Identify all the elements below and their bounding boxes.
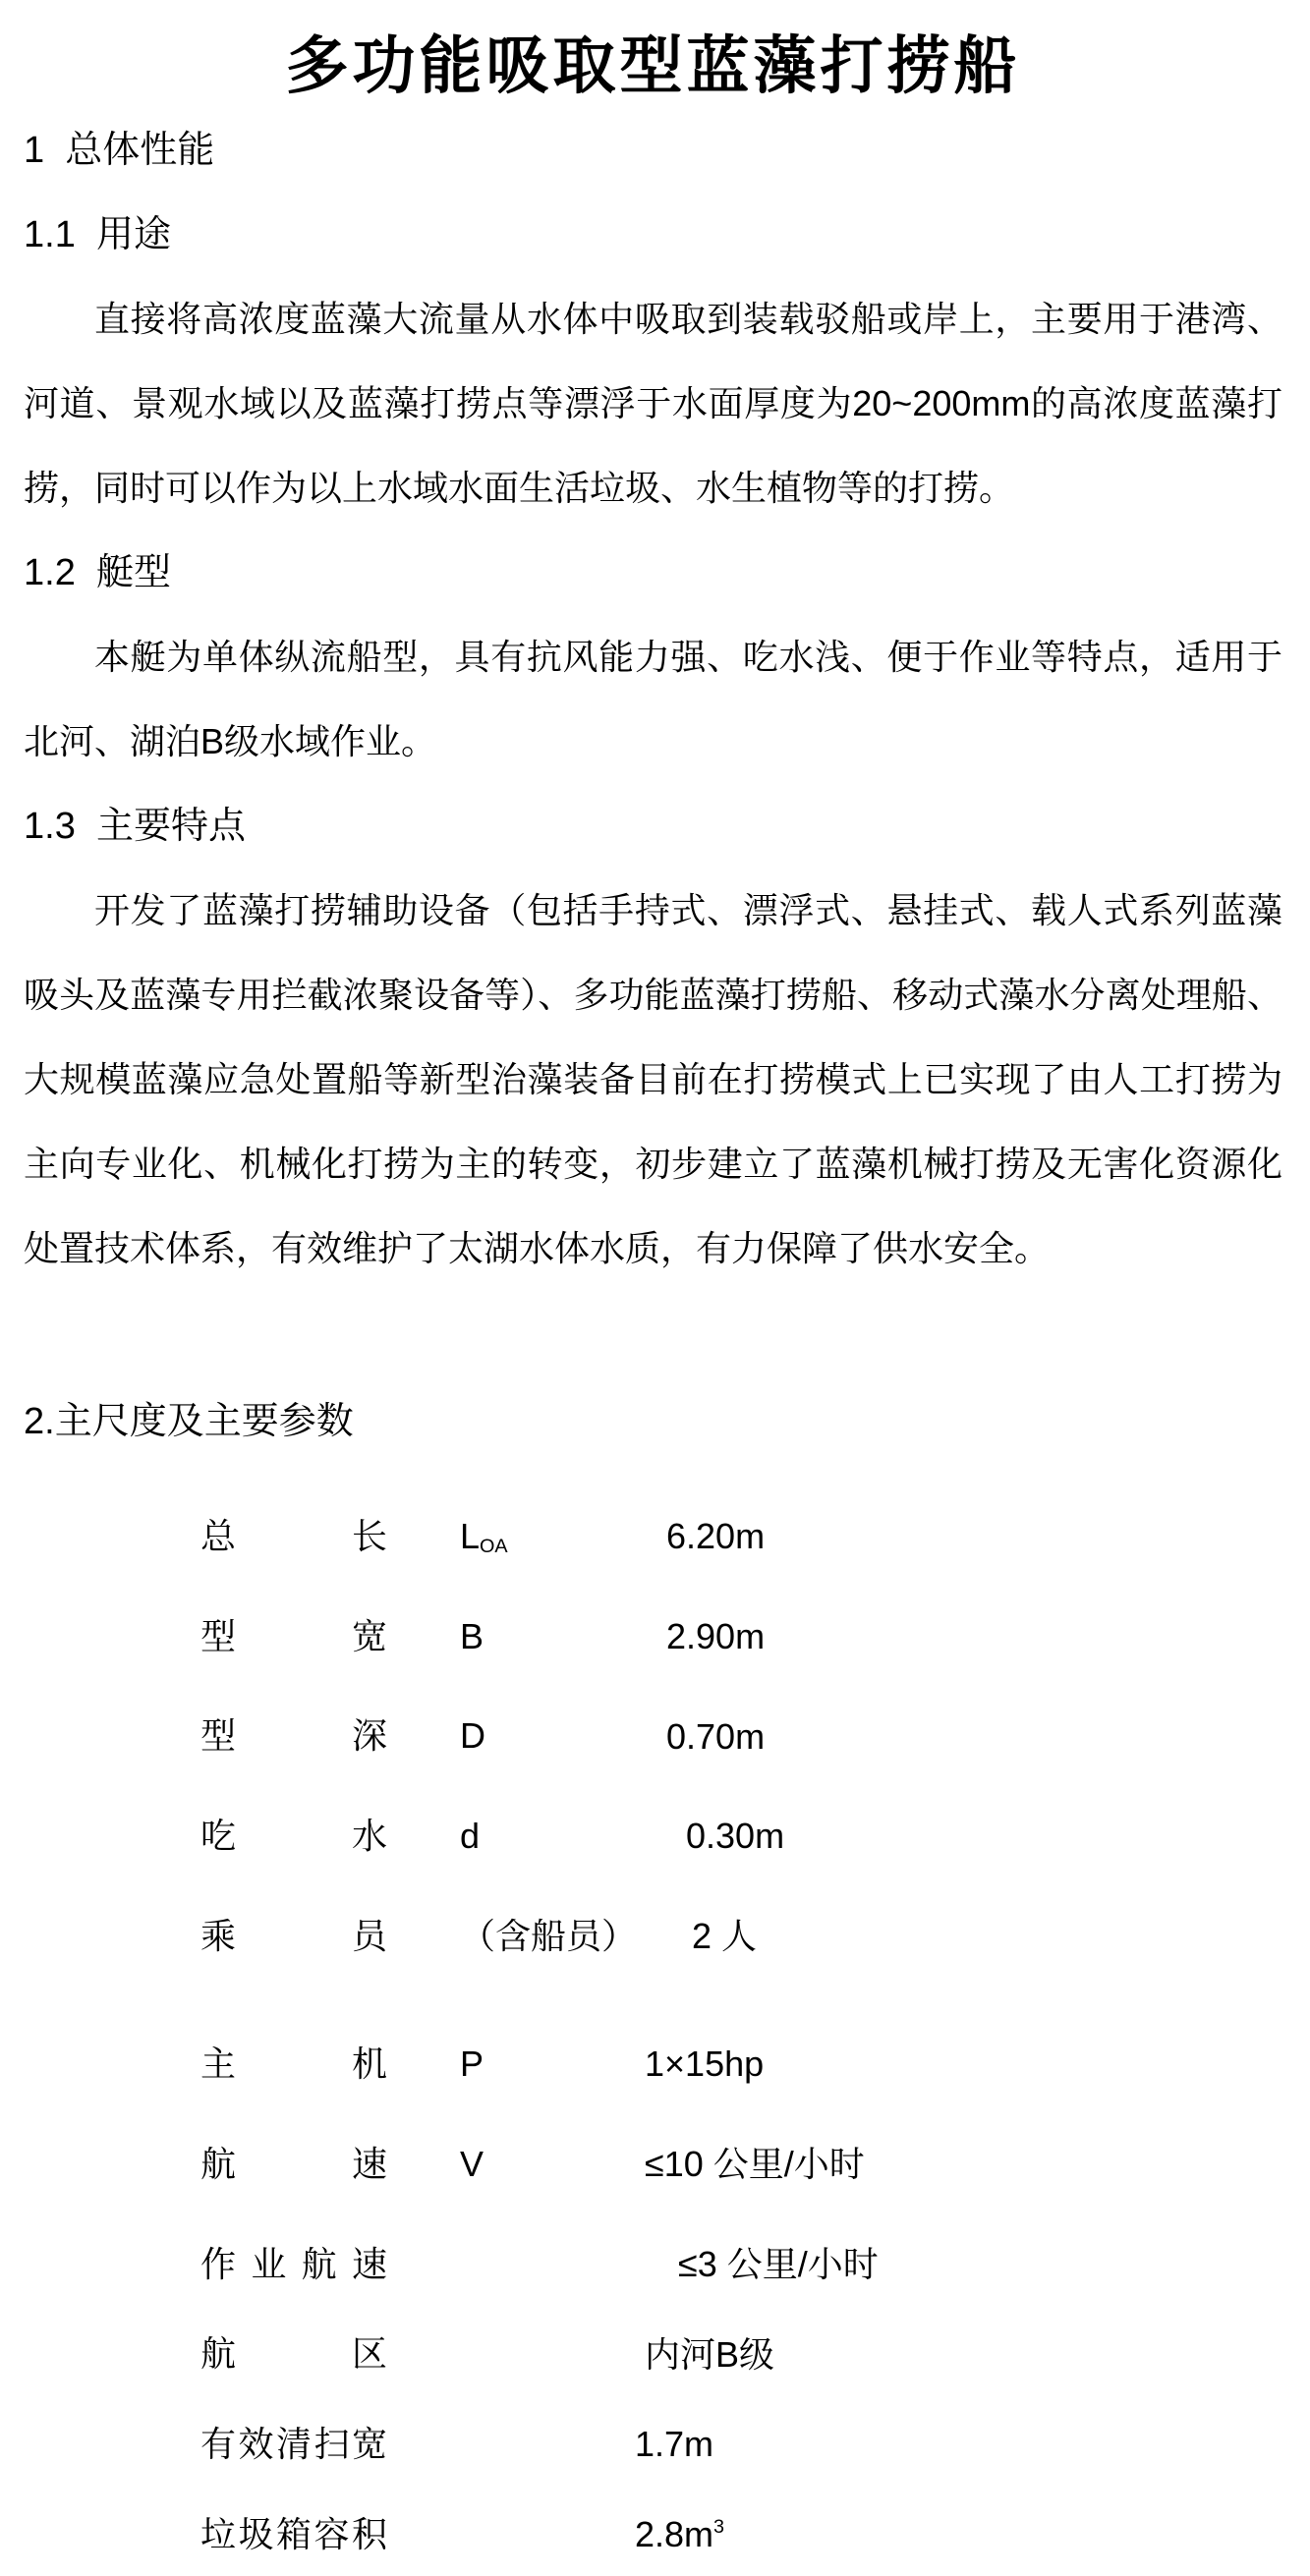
param-row-working-speed [24, 2215, 1282, 2306]
param-value-text: 1×15hp [645, 2043, 765, 2084]
param-value-superscript: 3 [713, 2516, 725, 2539]
param-value [686, 1787, 784, 1877]
param-value-text: 0.70m [666, 1715, 766, 1757]
section-1-heading: 1 总体性能 [24, 130, 215, 171]
section-1-1-heading: 1.1 用途 [24, 214, 171, 255]
param-value [678, 2215, 879, 2306]
section-1-2-paragraph: 本艇为单体纵流船型，具有抗风能力强、吃水浅、便于作业等特点，适用于北河、湖泊B级水域作业。 [24, 637, 1282, 761]
param-symbol [460, 2023, 643, 2115]
param-label: 有效清扫宽 [200, 2424, 387, 2465]
param-row-speed [24, 2115, 1282, 2215]
param-label: 乘员 [200, 1916, 387, 1957]
param-symbol [460, 1895, 643, 1988]
param-row-beam [24, 1588, 1282, 1688]
param-row-crew [24, 1887, 1282, 1988]
param-value [666, 1588, 765, 1678]
document-title: 多功能吸取型蓝藻打捞船 [285, 30, 1021, 101]
param-symbol-text: V [460, 2143, 484, 2184]
param-label: 型深 [200, 1715, 387, 1757]
param-symbol-text: d [460, 1816, 481, 1857]
param-value [645, 2115, 865, 2206]
param-label: 总长 [200, 1515, 387, 1556]
param-symbol [460, 1695, 643, 1787]
param-value [635, 2395, 713, 2486]
param-label: 吃水 [200, 1816, 387, 1857]
param-symbol [460, 1795, 643, 1887]
param-symbol-text: B [460, 1615, 484, 1656]
param-value-text: ≤10 公里/小时 [645, 2143, 865, 2184]
param-label: 航区 [200, 2333, 387, 2375]
param-label: 航速 [200, 2143, 387, 2184]
param-value [666, 1688, 765, 1778]
parameters-table [24, 1487, 1282, 2576]
param-row-main-engine [24, 2015, 1282, 2115]
param-label: 作业航速 [200, 2243, 387, 2284]
param-value [645, 2015, 764, 2105]
param-row-sweep-width [24, 2395, 1282, 2486]
section-1-3-heading: 1.3 主要特点 [24, 806, 246, 847]
param-symbol-text: D [460, 1715, 485, 1757]
param-symbol-subscript: OA [480, 1535, 508, 1557]
param-symbol [460, 1596, 643, 1688]
param-row-total-length [24, 1487, 1282, 1588]
param-symbol-text: （含船员） [460, 1916, 638, 1957]
param-value-text: 1.7m [635, 2424, 714, 2465]
param-row-draft [24, 1787, 1282, 1887]
param-value-text: 2.8m [635, 2514, 714, 2555]
param-value [635, 2486, 724, 2576]
section-2-heading: 2.主尺度及主要参数 [24, 1401, 354, 1442]
param-symbol-text: L [460, 1515, 481, 1556]
param-symbol-text: P [460, 2043, 484, 2084]
param-symbol [460, 2123, 643, 2215]
param-value-text: ≤3 公里/小时 [678, 2243, 879, 2284]
param-symbol [460, 1495, 643, 1588]
param-value [692, 1887, 757, 1978]
param-row-depth [24, 1688, 1282, 1788]
param-value-text: 6.20m [666, 1515, 766, 1556]
param-label: 垃圾箱容积 [200, 2514, 387, 2555]
param-row-navigation-zone [24, 2306, 1282, 2396]
param-value-text: 内河B级 [645, 2333, 775, 2375]
param-value-text: 2 人 [692, 1916, 758, 1957]
param-row-garbage-bin-volume [24, 2486, 1282, 2576]
param-value-text: 2.90m [666, 1615, 766, 1656]
param-value [666, 1487, 765, 1578]
section-1-2-heading: 1.2 艇型 [24, 552, 171, 593]
param-value [645, 2306, 774, 2396]
section-1-3-paragraph: 开发了蓝藻打捞辅助设备（包括手持式、漂浮式、悬挂式、载人式系列蓝藻吸头及蓝藻专用拦截浓聚设备等）、多功能蓝藻打捞船、移动式藻水分离处理船、大规模蓝藻应急处置船等新型治藻装备目前在打捞模式上已实现了由人工打捞为主向专业化、机械化打捞为主的转变，初步建立了蓝藻机械打捞及无害化资源化处置技术体系，有效维护了太湖水体水质，有力保障了供水安全。 [24, 890, 1282, 1268]
param-label: 型宽 [200, 1615, 387, 1656]
param-value-text: 0.30m [686, 1816, 785, 1857]
param-label: 主机 [200, 2043, 387, 2084]
section-1-1-paragraph: 直接将高浓度蓝藻大流量从水体中吸取到装载驳船或岸上，主要用于港湾、河道、景观水域以及蓝藻打捞点等漂浮于水面厚度为20~200mm的高浓度蓝藻打捞，同时可以作为以上水域水面生活垃圾、水生植物等的打捞。 [24, 299, 1282, 508]
